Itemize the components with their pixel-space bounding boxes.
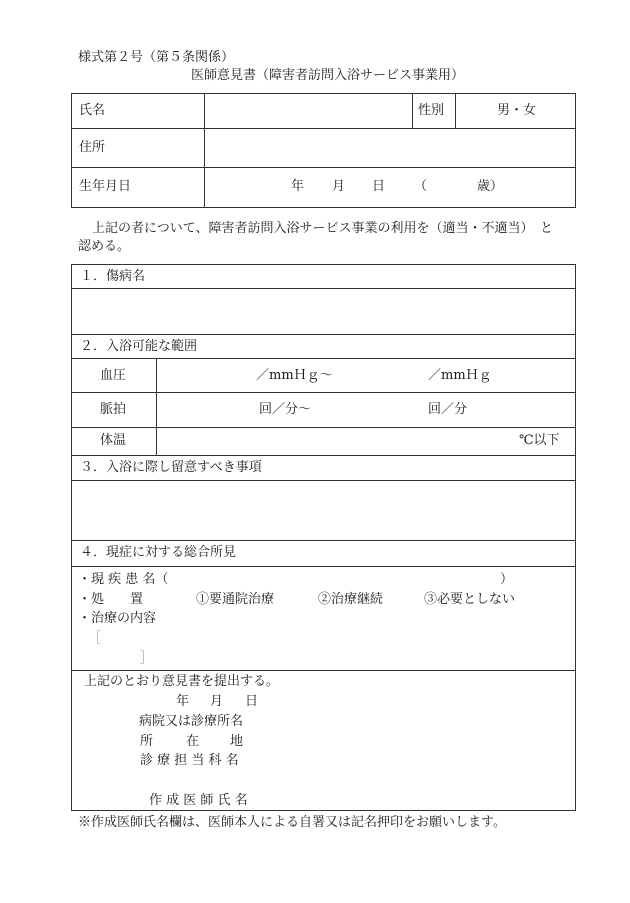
department-field[interactable] [260,751,560,769]
submission-month: 月 [210,694,224,709]
address-label: 住所 [79,140,106,155]
bracket-open: ［ [88,631,102,646]
treatment-option-3[interactable]: ③必要としない [424,592,516,607]
treatment-option-1[interactable]: ①要通院治療 [196,592,275,607]
birth-year: 年 [291,179,305,194]
section-1-heading: １．傷病名 [80,269,146,284]
location-char-1: 所 [140,734,154,749]
treatment-option-2[interactable]: ②治療継続 [318,592,384,607]
form-number: 様式第２号（第５条関係） [78,50,235,65]
section-2-heading: ２．入浴可能な範囲 [80,339,198,354]
current-illness-field[interactable] [178,570,498,588]
bp-from[interactable]: ／mmＨｇ～ [256,368,333,383]
age-open: （ [414,179,428,194]
section-4-heading: ４．現症に対する総合所見 [80,545,237,560]
submission-date-field[interactable] [140,692,270,710]
precautions-field[interactable] [73,482,574,538]
statement-line-1: 上記の者について、障害者訪問入浴サービス事業の利用を（適当・不適当） と [92,221,553,236]
age-close: 歳） [477,179,504,194]
location-char-3: 地 [230,734,244,749]
sex-options[interactable]: 男・女 [497,103,537,118]
submission-year: 年 [176,694,190,709]
doctor-label: 作 成 医 師 氏 名 [149,793,248,808]
hospital-field[interactable] [260,712,560,730]
treatment-content-field[interactable] [100,630,145,665]
birth-month: 月 [332,179,346,194]
pulse-to[interactable]: 回／分 [428,402,468,417]
pulse-from[interactable]: 回／分～ [259,402,312,417]
current-illness-close: ） [500,572,514,587]
treatment-label: ・処 置 [78,592,144,607]
location-field[interactable] [260,732,560,750]
treatment-content-label: ・治療の内容 [78,611,157,626]
temp-value[interactable]: ℃以下 [519,433,560,448]
hospital-label: 病院又は診療所名 [139,714,244,729]
birthdate-field[interactable] [206,169,574,206]
bracket-close: ］ [140,651,154,666]
submission-day: 日 [245,694,259,709]
birth-label: 生年月日 [79,179,132,194]
bp-label: 血圧 [100,368,127,383]
birth-day: 日 [372,179,386,194]
name-label: 氏名 [79,103,106,118]
page-title: 医師意見書（障害者訪問入浴サービス事業用） [191,68,465,83]
current-illness-label: ・現 疾 患 名（ [78,572,169,587]
doctor-signature-field[interactable] [260,789,560,809]
pulse-label: 脈拍 [100,402,127,417]
department-label: 診 療 担 当 科 名 [140,753,239,768]
section-3-heading: ３．入浴に際し留意すべき事項 [80,460,262,475]
address-field[interactable] [206,130,574,165]
sex-label: 性別 [418,103,445,118]
location-char-2: 在 [186,734,200,749]
footnote: ※作成医師氏名欄は、医師本人による自署又は記名押印をお願いします。 [78,815,506,830]
name-field[interactable] [206,95,410,126]
submission-text: 上記のとおり意見書を提出する。 [84,674,280,689]
statement-line-2: 認める。 [78,239,131,254]
bp-to[interactable]: ／mmＨｇ [428,368,492,383]
temp-label: 体温 [100,433,127,448]
diagnosis-field[interactable] [73,290,574,332]
